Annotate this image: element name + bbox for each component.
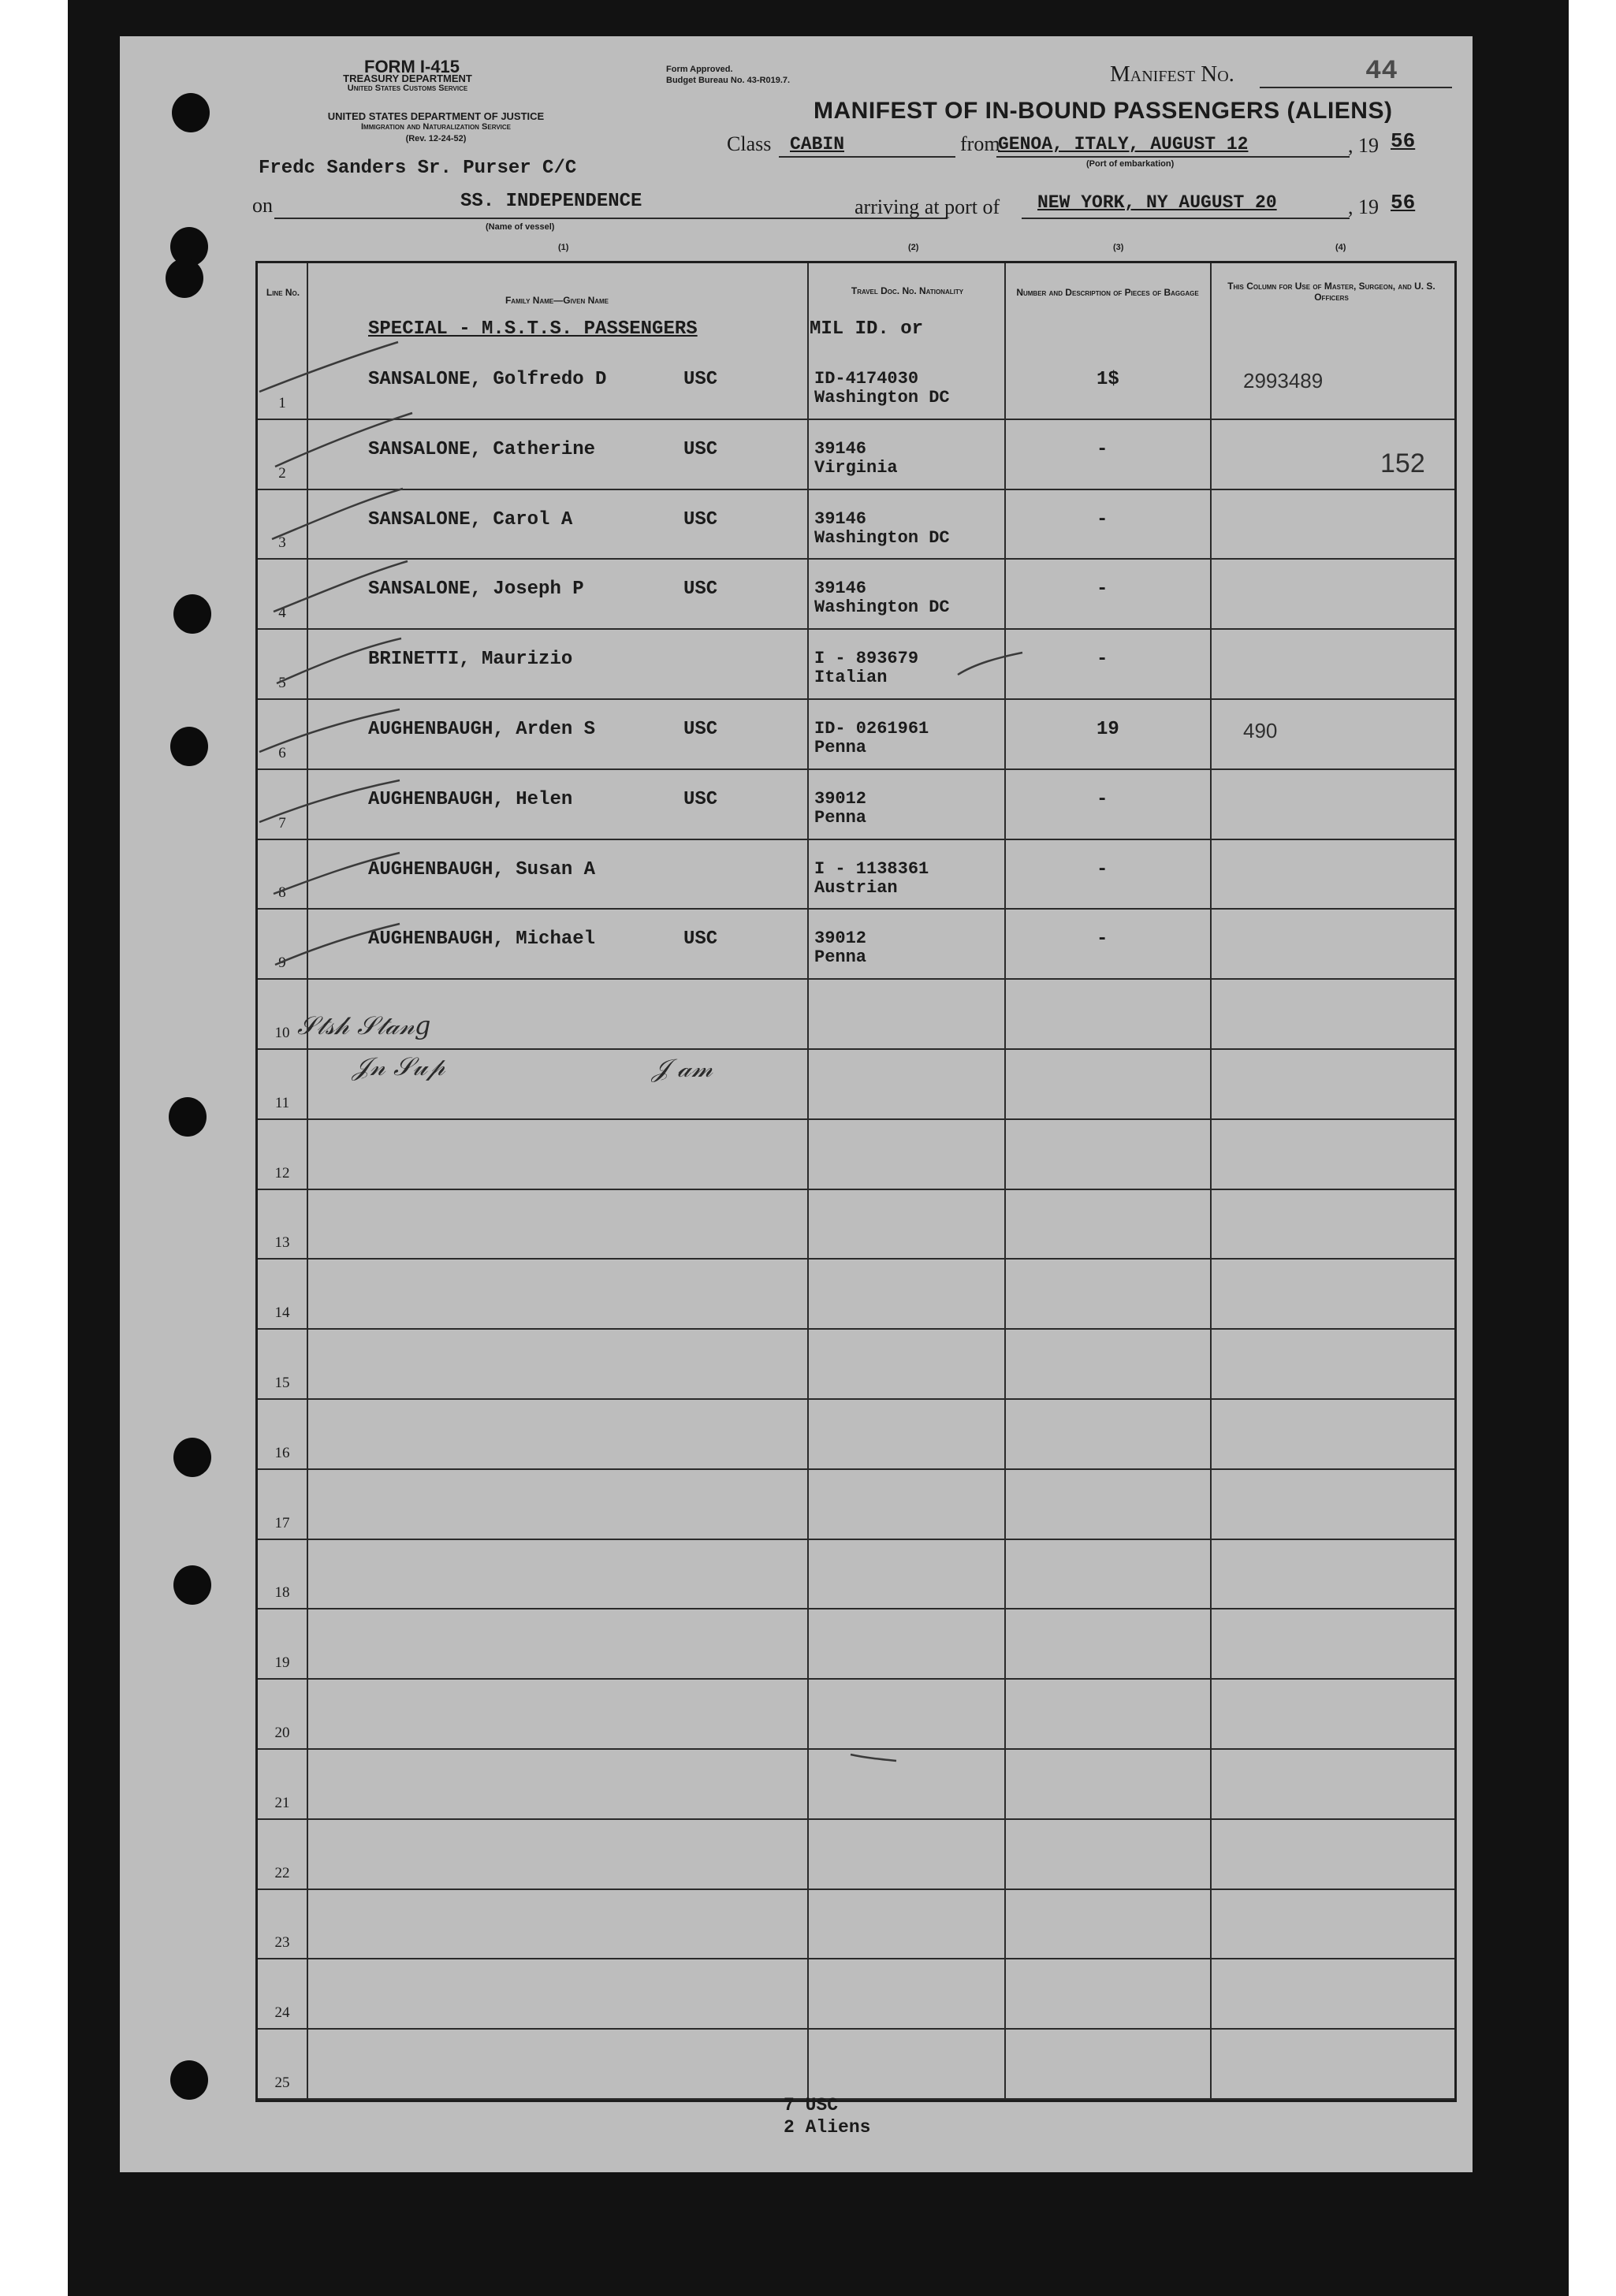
row-divider <box>258 1818 1454 1820</box>
line-number: 7 <box>278 814 286 832</box>
line-number: 19 <box>274 1654 290 1672</box>
from-label: from <box>960 132 1000 155</box>
row-divider <box>258 1539 1454 1540</box>
on-label: on <box>252 194 273 217</box>
line-number: 8 <box>278 884 286 902</box>
justice-dept: UNITED STATES DEPARTMENT OF JUSTICE <box>327 110 545 122</box>
row-divider <box>258 1889 1454 1890</box>
col-header-officers: This Column for Use of Master, Surgeon, and U. S. Officers <box>1227 281 1435 303</box>
passenger-name: AUGHENBAUGH, Arden S <box>368 719 596 740</box>
col-num-1: (1) <box>558 243 569 252</box>
nationality: Washington DC <box>814 388 950 407</box>
nationality: Washington DC <box>814 527 950 548</box>
class-value: CABIN <box>790 134 845 154</box>
col-header-name: Family Name—Given Name <box>505 295 609 306</box>
nationality: Italian <box>814 668 888 688</box>
line-number: 20 <box>274 1725 290 1741</box>
col-header-baggage: Number and Description of Pieces of Baggage <box>1016 287 1199 298</box>
punch-hole <box>172 93 210 132</box>
row-divider <box>258 1118 1454 1120</box>
manifest-title: MANIFEST OF IN-BOUND PASSENGERS (ALIENS) <box>814 98 1393 124</box>
handwritten-time: 𝒥 𝒶𝓂 <box>652 1053 713 1083</box>
line-number: 6 <box>278 744 286 761</box>
line-number: 16 <box>274 1444 290 1461</box>
line-number: 13 <box>274 1234 290 1252</box>
row-divider <box>258 1748 1454 1750</box>
line-number: 15 <box>274 1375 290 1391</box>
row-divider <box>258 1048 1454 1050</box>
officer-notation: 490 <box>1243 719 1278 742</box>
arriving-value: NEW YORK, NY AUGUST 20 <box>1037 192 1277 213</box>
passenger-name: SANSALONE, Joseph P <box>368 579 584 601</box>
nationality: Penna <box>814 738 867 757</box>
special-passengers-header: SPECIAL - M.S.T.S. PASSENGERS <box>368 318 698 340</box>
punch-hole <box>169 1097 207 1137</box>
from-year: 56 <box>1391 129 1416 153</box>
form-number: FORM I-415 <box>364 57 460 76</box>
baggage-count: - <box>1097 438 1108 460</box>
citizenship-status: USC <box>683 508 718 530</box>
citizenship-status: USC <box>683 438 718 460</box>
from-value: GENOA, ITALY, AUGUST 12 <box>998 134 1249 154</box>
vessel-note: (Name of vessel) <box>486 222 555 232</box>
form-approved: Form Approved. <box>666 65 733 74</box>
citizenship-status: USC <box>683 719 718 740</box>
line-number: 14 <box>274 1304 290 1322</box>
arriving-year-prefix: , 19 <box>1348 195 1379 218</box>
travel-doc-number: ID-4174030 <box>814 369 919 389</box>
row-divider <box>258 768 1454 770</box>
baggage-count: - <box>1097 508 1108 530</box>
travel-doc-number: 39146 <box>814 508 867 529</box>
passenger-name: AUGHENBAUGH, Michael <box>368 928 596 951</box>
line-number: 1 <box>278 394 286 411</box>
col-header-travel: Travel Doc. No. Nationality <box>851 285 964 296</box>
line-number: 2 <box>278 464 286 482</box>
row-divider <box>258 1398 1454 1400</box>
row-divider <box>258 1189 1454 1190</box>
passenger-name: SANSALONE, Golfredo D <box>368 369 607 390</box>
arriving-label: arriving at port of <box>855 195 1000 218</box>
row-divider <box>258 2098 1454 2100</box>
class-label: Class <box>727 132 772 155</box>
passenger-name: AUGHENBAUGH, Helen <box>368 788 573 810</box>
row-divider <box>258 558 1454 560</box>
col-num-3: (3) <box>1113 243 1124 252</box>
punch-hole <box>173 1438 211 1477</box>
baggage-count: - <box>1097 579 1108 601</box>
citizenship-status: USC <box>683 788 718 810</box>
nationality: Virginia <box>814 457 898 478</box>
travel-doc-number: 39146 <box>814 438 867 459</box>
passenger-name: SANSALONE, Carol A <box>368 508 573 530</box>
nationality: Austrian <box>814 877 898 898</box>
citizenship-status: USC <box>683 928 718 951</box>
row-divider <box>258 908 1454 910</box>
baggage-count: - <box>1097 788 1108 810</box>
punch-hole <box>166 259 203 298</box>
punch-hole <box>173 1565 211 1605</box>
budget-bureau: Budget Bureau No. 43-R019.7. <box>666 76 791 85</box>
punch-hole <box>173 594 211 634</box>
citizenship-status: USC <box>683 369 718 390</box>
ins-service: Immigration and Naturalization Service <box>360 122 511 132</box>
citizenship-status: USC <box>683 579 718 601</box>
handwritten-annotation: 𝒥𝓃 𝒮𝓊𝓅 <box>352 1051 445 1081</box>
nationality: Penna <box>814 947 867 968</box>
line-number: 25 <box>274 2075 290 2091</box>
nationality: Washington DC <box>814 597 950 618</box>
punch-hole <box>170 727 208 766</box>
row-divider <box>258 2028 1454 2030</box>
line-number: 5 <box>278 675 286 691</box>
handwritten-signature: 𝒮𝓉𝓈𝒽 𝒮𝓉𝒶𝓃𝑔 <box>297 1010 431 1040</box>
travel-doc-number: 39012 <box>814 788 867 809</box>
row-divider <box>258 698 1454 700</box>
row-divider <box>258 978 1454 980</box>
manifest-no-label: Manifest No. <box>1110 61 1234 87</box>
passenger-name: SANSALONE, Catherine <box>368 438 596 460</box>
row-divider <box>258 1678 1454 1680</box>
row-divider <box>258 489 1454 490</box>
passenger-name: AUGHENBAUGH, Susan A <box>368 858 596 880</box>
line-number: 22 <box>274 1864 290 1881</box>
treasury-dept: TREASURY DEPARTMENT <box>343 73 472 84</box>
row-divider <box>258 1958 1454 1959</box>
officer-notation: 152 <box>1380 448 1425 478</box>
arriving-year: 56 <box>1391 191 1416 214</box>
passenger-table <box>255 261 1457 2102</box>
manifest-page <box>120 36 1473 2172</box>
line-number: 21 <box>274 1794 290 1811</box>
revision: (Rev. 12-24-52) <box>405 134 467 143</box>
travel-doc-header: MIL ID. or <box>810 318 924 340</box>
row-divider <box>258 1468 1454 1470</box>
baggage-count: - <box>1097 928 1108 951</box>
col-num-2: (2) <box>908 243 919 252</box>
from-year-prefix: , 19 <box>1348 134 1379 157</box>
passenger-name: BRINETTI, Maurizio <box>368 649 573 671</box>
line-number: 17 <box>274 1514 290 1531</box>
usc-total: 7 USC <box>784 2095 839 2116</box>
line-number: 23 <box>274 1934 290 1952</box>
line-number: 10 <box>274 1025 290 1041</box>
customs-service: United States Customs Service <box>347 84 468 93</box>
row-divider <box>258 1608 1454 1609</box>
travel-doc-number: I - 1138361 <box>814 858 929 879</box>
line-number: 4 <box>278 605 286 622</box>
baggage-count: 1$ <box>1097 369 1119 390</box>
row-divider <box>258 419 1454 420</box>
officer-notation: 2993489 <box>1243 369 1324 393</box>
punch-hole <box>170 2060 208 2100</box>
col-num-4: (4) <box>1335 243 1346 252</box>
travel-doc-number: 39146 <box>814 579 867 599</box>
row-divider <box>258 1328 1454 1330</box>
baggage-count: - <box>1097 858 1108 880</box>
baggage-count: - <box>1097 649 1108 671</box>
aliens-total: 2 Aliens <box>784 2117 871 2138</box>
purser: Fredc Sanders Sr. Purser C/C <box>259 158 577 179</box>
row-divider <box>258 1258 1454 1260</box>
vessel-name: SS. INDEPENDENCE <box>460 191 642 212</box>
nationality: Penna <box>814 807 867 828</box>
line-number: 11 <box>274 1094 290 1111</box>
row-divider <box>258 628 1454 630</box>
travel-doc-number: ID- 0261961 <box>814 719 929 739</box>
row-divider <box>258 839 1454 840</box>
line-number: 18 <box>274 1584 290 1602</box>
travel-doc-number: I - 893679 <box>814 649 919 669</box>
col-header-line-no: Line No. <box>266 287 300 298</box>
line-number: 24 <box>274 2004 290 2022</box>
port-embark-note: (Port of embarkation) <box>1086 159 1175 169</box>
line-number: 9 <box>278 954 286 972</box>
travel-doc-number: 39012 <box>814 928 867 949</box>
line-number: 12 <box>274 1164 290 1181</box>
line-number: 3 <box>278 534 286 552</box>
baggage-count: 19 <box>1097 719 1119 740</box>
manifest-no-value: 44 <box>1365 57 1398 87</box>
